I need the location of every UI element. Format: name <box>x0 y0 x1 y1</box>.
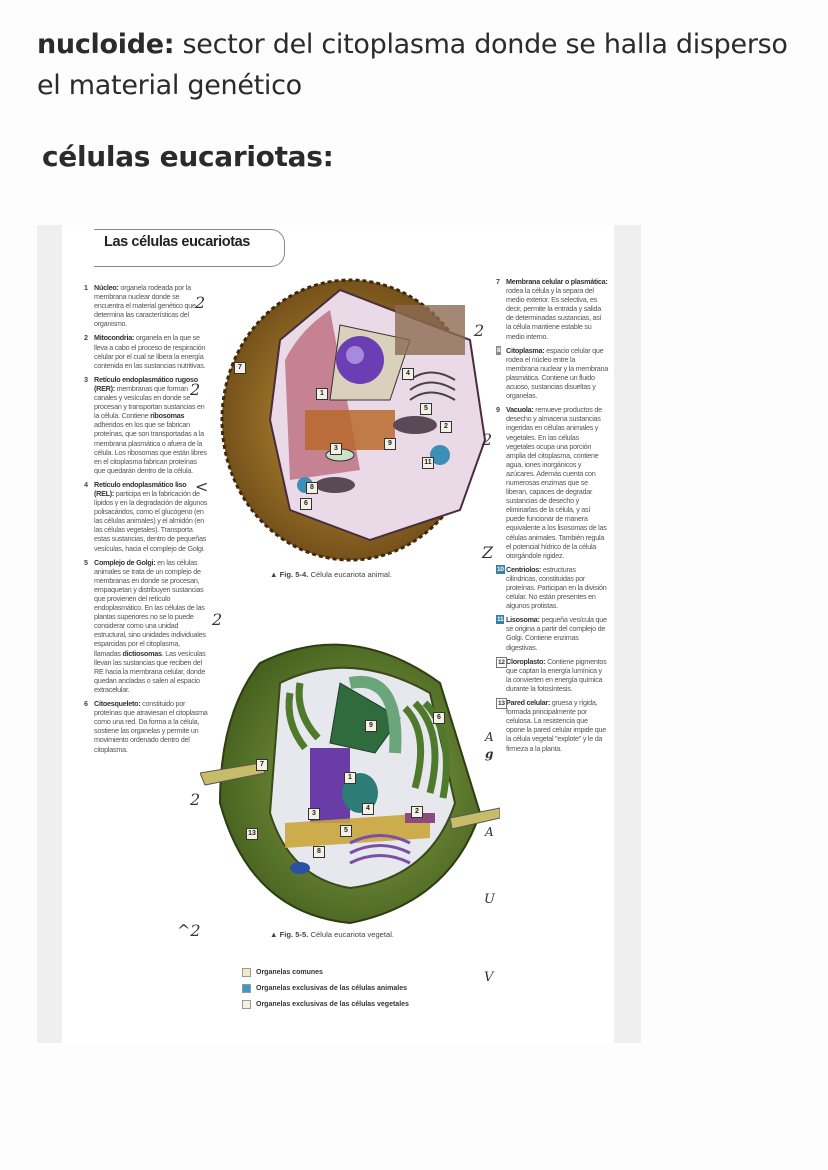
animal-marker-2: 2 <box>440 421 452 433</box>
item-text-secondary: adheridos en los que se fabrican proteínas, que son transportadas a la membrana plasmática o afuera de la célula. Los ribosomas que están libres en el citoplasma fabrican proteínas que quedarán dentro de la célula. <box>94 420 207 475</box>
animal-marker-5: 5 <box>420 403 432 415</box>
figure-caption-text: Célula eucariota vegetal. <box>308 930 395 939</box>
item-term: Mitocondria: <box>94 333 135 343</box>
definition-item <box>84 333 208 369</box>
handwritten-mark: V <box>484 970 494 985</box>
textbook-page <box>62 225 614 1043</box>
item-text: organela rodeada por la membrana nuclear donde se encuentra el material genético que determina las características del organismo. <box>94 283 196 329</box>
item-text: membranas que forman canales y vesículas en donde se procesan y transportan sustancias en la célula. Contiene <box>94 383 205 421</box>
handwritten-mark: 2 <box>212 610 223 629</box>
legend-item-animal <box>242 983 409 993</box>
handwritten-mark: g <box>485 747 494 761</box>
definition-item <box>496 657 608 693</box>
definition-item <box>84 283 208 328</box>
handwritten-mark: 2 <box>474 321 485 340</box>
animal-marker-6: 6 <box>300 498 312 510</box>
banner-title: Las células eucariotas <box>104 234 250 250</box>
item-term: Retículo endoplasmático liso (REL): <box>94 479 187 498</box>
legend-item-common <box>242 967 409 977</box>
item-number: 9 <box>496 405 500 415</box>
item-term: Citoplasma: <box>506 345 545 355</box>
animal-marker-4: 4 <box>402 368 414 380</box>
figure-caption-plant: ▲ Fig. 5-5. Célula eucariota vegetal. <box>270 930 395 939</box>
item-text-secondary: . Las vesículas llevan las sustancias que reciben del RE hacia la membrana celular, donde quedan ancladas o salen al espacio extracelular. <box>94 648 206 694</box>
figure-label: Fig. 5-4. <box>279 570 309 579</box>
legend-label: Organelas exclusivas de las células vegetales <box>256 1000 409 1008</box>
item-term: Retículo endoplasmático rugoso (RER): <box>94 374 198 393</box>
item-term: Cloroplasto: <box>506 656 546 666</box>
item-number: 6 <box>84 699 88 709</box>
animal-marker-3: 3 <box>330 443 342 455</box>
definition-item <box>496 405 608 560</box>
plant-marker-4: 4 <box>362 803 374 815</box>
item-text: participa en la fabricación de lípidos y en la degradación de algunos polisacáridos, como el glucógeno (en las células animales) y el almidón (en las células vegetales). Transporta estas sustancias, dentro de pequeñas vesículas, hacia el complejo de Golgi. <box>94 488 208 553</box>
item-term: Membrana celular o plasmática: <box>506 277 608 286</box>
item-number: 11 <box>497 616 504 624</box>
figure-caption-text: Célula eucariota animal. <box>308 570 392 579</box>
item-term-secondary: dictiosomas <box>122 648 162 658</box>
item-number: 3 <box>84 374 88 384</box>
swatch-common <box>242 968 251 977</box>
handwritten-mark: ^2 <box>177 921 201 940</box>
definition-item <box>496 615 608 651</box>
item-term-secondary: ribosomas <box>150 411 185 421</box>
plant-marker-9: 9 <box>365 720 377 732</box>
item-number: 10 <box>497 565 504 573</box>
item-text: rodea la célula y la separa del medio exterior. Es selectiva, es decir, permite la entrada y salida de determinadas sustancias, así la célula mantiene estable su medio interno. <box>506 286 602 341</box>
item-text: estructuras cilíndricas, constituidas por proteínas. Participan en la división celular. No están presentes en algunos protistas. <box>506 564 607 611</box>
item-term: Centriolos: <box>506 564 542 574</box>
item-term: Pared celular: <box>506 698 551 708</box>
item-term: Citoesqueleto: <box>94 699 141 709</box>
definition-item <box>496 565 608 610</box>
definition-item <box>84 480 208 553</box>
legend-item-plant <box>242 999 409 1009</box>
animal-cell-illustration <box>210 270 500 565</box>
animal-marker-11: 11 <box>422 457 434 469</box>
left-definitions <box>84 283 208 759</box>
nucleoid-definition-text: sector del citoplasma donde se halla disperso el material genético <box>37 29 788 101</box>
plant-marker-1: 1 <box>344 772 356 784</box>
item-number: 4 <box>84 479 88 489</box>
item-number: 2 <box>84 333 88 343</box>
handwritten-mark: Z <box>482 543 494 562</box>
section-heading: células eucariotas: <box>42 140 334 173</box>
handwritten-mark: 2 <box>190 380 201 399</box>
legend-label: Organelas comunes <box>256 968 323 976</box>
definition-item <box>84 558 208 694</box>
legend-label: Organelas exclusivas de las células animales <box>256 984 407 992</box>
handwritten-mark: 2 <box>190 790 201 809</box>
item-number: 8 <box>497 346 501 354</box>
handwritten-mark: 2 <box>482 430 493 449</box>
plant-marker-6: 6 <box>433 712 445 724</box>
animal-marker-1: 1 <box>316 388 328 400</box>
handwritten-mark: < <box>195 477 209 496</box>
figure-caption-animal: ▲ Fig. 5-4. Célula eucariota animal. <box>270 570 392 579</box>
figure-label: Fig. 5-5. <box>279 930 309 939</box>
animal-marker-9: 9 <box>384 438 396 450</box>
plant-marker-2: 2 <box>411 806 423 818</box>
nucleoid-definition <box>37 24 797 106</box>
item-text: en las células animales se trata de un complejo de membranas en donde se procesan, empaquetan y distribuyen sustancias que provienen del retículo endoplasmático. En las células de las plantas superiores no se lo puede considerar como una unidad estructural, sino unidades individuales esparcidas por el citoplasma, llamadas <box>94 557 206 658</box>
item-text: gruesa y rígida, formada principalmente por celulosa. La resistencia que opone la pared celular impide que la célula vegetal "explote" y le da firmeza a la planta. <box>506 698 607 753</box>
nucleoid-term: nucloide: <box>37 29 175 60</box>
plant-marker-3: 3 <box>308 808 320 820</box>
plant-marker-8: 8 <box>313 846 325 858</box>
swatch-animal <box>242 984 251 993</box>
handwritten-mark: A <box>485 825 494 839</box>
item-text: organela en la que se lleva a cabo el proceso de respiración celular por el cual se libera la energía contenida en las sustancias nutritivas. <box>94 333 206 370</box>
item-text: Contiene pigmentos que captan la energía lumínica y la convierten en energía química durante la fotosíntesis. <box>506 656 607 693</box>
animal-marker-8: 8 <box>306 482 318 494</box>
item-number: 12 <box>496 657 507 668</box>
item-text: pequeña vesícula que se origina a partir del complejo de Golgi. Contiene enzimas digestivas. <box>506 615 607 652</box>
item-number: 5 <box>84 557 88 567</box>
handwritten-mark: 2 <box>195 293 206 312</box>
definition-item <box>496 346 608 401</box>
definition-item <box>496 277 608 341</box>
item-text: espacio celular que rodea el núcleo entre la membrana nuclear y la membrana plasmática. Contiene un fluido acuoso, sustancias disueltas y organelas. <box>506 345 608 401</box>
item-term: Lisosoma: <box>506 615 540 625</box>
handwritten-mark: A <box>485 730 494 744</box>
item-number: 1 <box>84 283 88 292</box>
plant-marker-13: 13 <box>246 828 258 840</box>
item-number: 7 <box>496 277 500 286</box>
item-term: Vacuola: <box>506 405 534 415</box>
plant-marker-7: 7 <box>256 759 268 771</box>
definition-item <box>496 698 608 753</box>
definition-item <box>84 699 208 754</box>
organelle-legend <box>242 967 409 1015</box>
right-definitions <box>496 277 608 758</box>
item-term: Complejo de Golgi: <box>94 557 156 567</box>
item-text: remueve productos de desecho y almacena sustancias ingeridas en células animales y vegetales. En las células vegetales ocupa una porción amplia del citoplasma, contiene agua, iones inorgánicos y azúcares. Además cuenta con numerosas enzimas que se liberan, capaces de degradar sustancias de desecho y eliminarlas de la célula, y así puede funcionar de manera equivalente a los lisosomas de las células animales. También regula el potencial hídrico de la célula otorgándole rigidez. <box>506 405 607 560</box>
item-number: 13 <box>496 698 507 709</box>
item-text: constituido por proteínas que atraviesan el citoplasma como una red. Da forma a la célula, sostiene las organelas y permite un movimiento ordenado dentro del citoplasma. <box>94 699 208 754</box>
swatch-plant <box>242 1000 251 1009</box>
animal-marker-7: 7 <box>234 362 246 374</box>
handwritten-mark: U <box>484 892 495 907</box>
item-term: Núcleo: <box>94 283 119 292</box>
plant-marker-5: 5 <box>340 825 352 837</box>
